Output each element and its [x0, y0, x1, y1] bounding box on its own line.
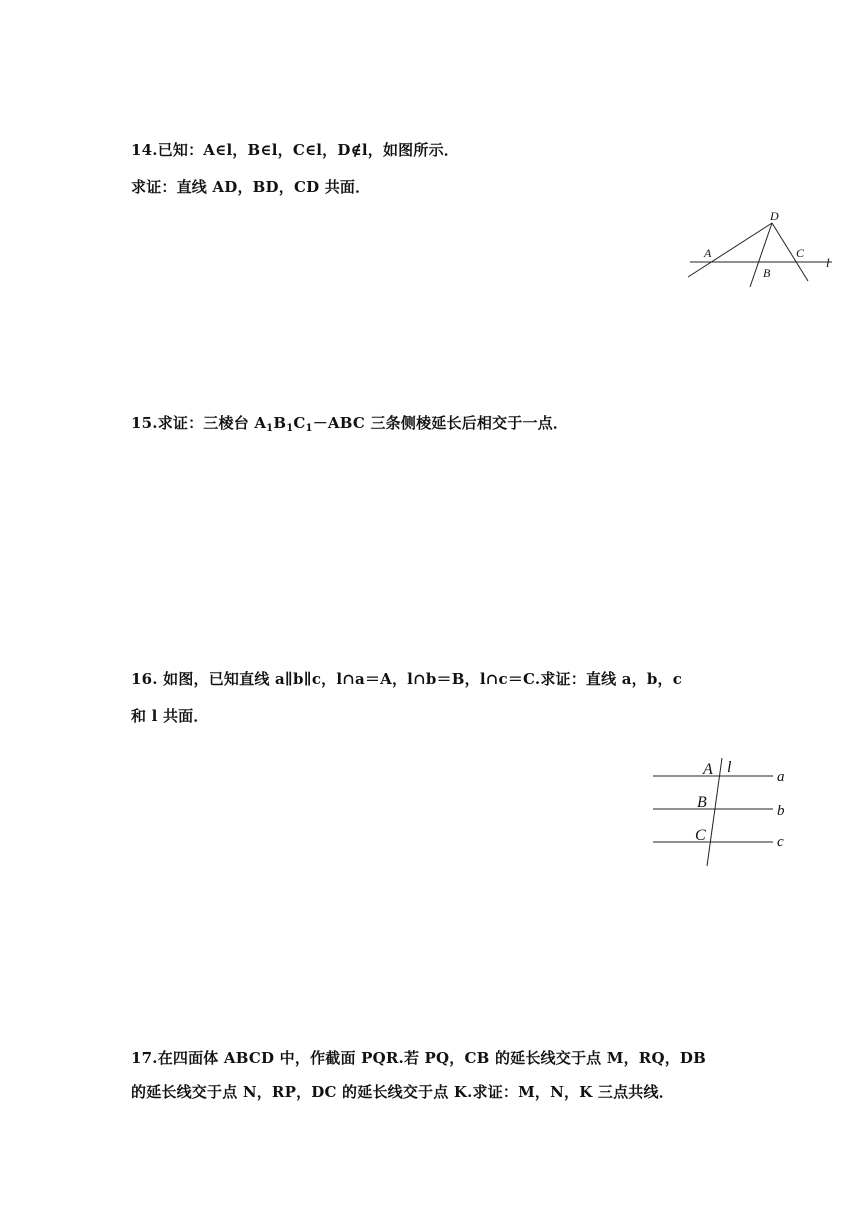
- label-a: A: [704, 246, 712, 260]
- label-b-point: B: [697, 794, 707, 811]
- problem-16-line-2: 和 l 共面．: [131, 707, 209, 725]
- label-c-line: c: [777, 834, 784, 850]
- problem-15-text-c: C: [293, 414, 306, 432]
- line-ad: [688, 223, 772, 277]
- problem-15-text-d: －ABC 三条侧棱延长后相交于一点．: [312, 414, 569, 432]
- label-d: D: [770, 209, 779, 223]
- problem-15-text-a: 15.求证：三棱台 A: [131, 414, 267, 432]
- label-c-point: C: [695, 827, 706, 844]
- figure-lines-through-point-d: [680, 205, 840, 290]
- subscript-1: 1: [286, 423, 294, 434]
- label-b-line: b: [777, 803, 785, 819]
- subscript-1: 1: [305, 423, 313, 434]
- label-a-point: A: [703, 761, 713, 778]
- label-c: C: [796, 246, 805, 260]
- label-l: l: [727, 759, 732, 776]
- label-a-line: a: [777, 769, 785, 785]
- problem-14-line-2: 求证：直线 AD，BD，CD 共面．: [131, 178, 371, 196]
- problem-17-line-2: 的延长线交于点 N，RP，DC 的延长线交于点 K.求证：M，N，K 三点共线．: [131, 1083, 674, 1101]
- subscript-1: 1: [266, 423, 274, 434]
- problem-15-text-b: B: [273, 414, 287, 432]
- label-b: B: [763, 266, 771, 280]
- problem-14-line-1: 14.已知：A∈l，B∈l，C∈l，D∉l，如图所示．: [131, 141, 459, 159]
- problem-16-line-1: 16. 如图，已知直线 a∥b∥c，l∩a＝A，l∩b＝B，l∩c＝C.求证：直线 a，b，c: [131, 670, 683, 688]
- problem-15-line: [131, 412, 568, 434]
- label-l: l: [826, 255, 830, 270]
- problem-17-line-1: 17.在四面体 ABCD 中，作截面 PQR.若 PQ，CB 的延长线交于点 M，RQ，DB: [131, 1049, 706, 1067]
- figure-parallel-lines: [645, 752, 800, 870]
